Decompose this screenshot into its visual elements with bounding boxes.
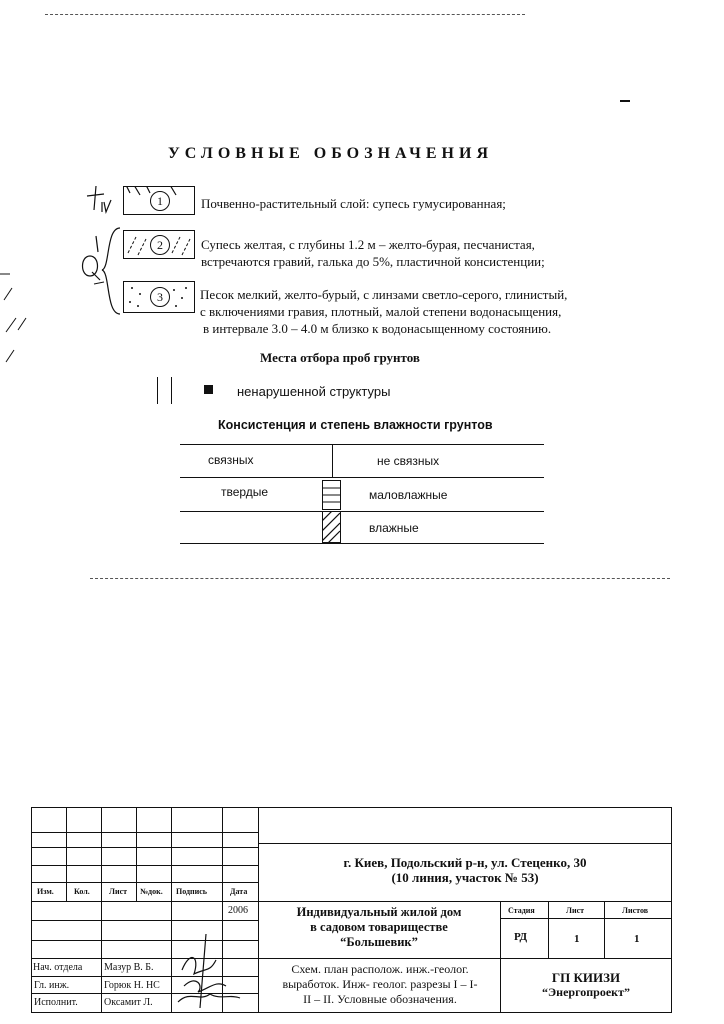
address-line-1: г. Киев, Подольский р-н, ул. Стеценко, 30 xyxy=(343,855,587,870)
sheets-value: 1 xyxy=(634,933,640,945)
stamp-project xyxy=(258,905,500,950)
table-header-divider xyxy=(332,444,333,478)
page-title: УСЛОВНЫЕ ОБОЗНАЧЕНИЯ xyxy=(168,145,493,162)
legend-3-text xyxy=(200,286,567,337)
stage-header: Стадия xyxy=(508,906,535,915)
stamp-row-8 xyxy=(31,958,672,959)
desc-line-3: II – II. Условные обозначения. xyxy=(303,992,457,1006)
address-line-2: (10 линия, участок № 53) xyxy=(391,870,539,885)
sheet-value: 1 xyxy=(574,933,580,945)
role-3: Исполнит. xyxy=(34,997,78,1008)
role-3-name: Оксамит Л. xyxy=(104,997,153,1008)
sample-bar-left xyxy=(157,377,158,404)
stamp-address xyxy=(258,855,672,885)
samples-item: ненарушенной структуры xyxy=(237,384,391,399)
legend-3-line-1: Песок мелкий, желто-бурый, с линзами светло-серого, глинистый, xyxy=(200,287,568,302)
role-2: Гл. инж. xyxy=(34,980,70,991)
legend-2-text xyxy=(201,236,545,270)
hdr-data: Дата xyxy=(230,887,248,896)
table-top-rule xyxy=(180,444,544,445)
legend-2-number: 2 xyxy=(150,235,170,255)
stage-header-rule xyxy=(500,918,672,919)
role-1: Нач. отдела xyxy=(33,962,83,973)
stamp-col-2 xyxy=(101,807,102,1013)
role-1-name: Мазур В. Б. xyxy=(104,962,154,973)
undisturbed-sample-icon xyxy=(204,385,213,394)
horizontal-hatch-icon xyxy=(323,481,340,509)
stamp-description xyxy=(258,962,502,1007)
row-moist: влажные xyxy=(369,521,419,535)
scan-top-dashes xyxy=(45,14,525,15)
legend-3-number: 3 xyxy=(150,287,170,307)
legend-3-line-2: с включениями гравия, плотный, малой степени водонасыщения, xyxy=(200,304,562,319)
project-line-3: “Большевик” xyxy=(340,935,418,949)
legend-3-symbol xyxy=(123,281,195,313)
row-low-moisture: маловлажные xyxy=(369,488,448,502)
dry-symbol xyxy=(322,480,341,510)
table-bottom-rule xyxy=(180,543,544,544)
diagonal-hatch-icon xyxy=(323,512,340,542)
hdr-kol: Кол. xyxy=(74,887,90,896)
sample-bar-right xyxy=(171,377,172,404)
legend-2-line-2: встречаются гравий, галька до 5%, пластичной консистенции; xyxy=(201,254,545,269)
legend-1-text xyxy=(201,195,506,212)
stamp-row-5 xyxy=(31,901,672,902)
project-line-2: в садовом товариществе xyxy=(310,920,448,934)
hdr-podpis: Подпись xyxy=(176,887,208,896)
hdr-izm: Изм. xyxy=(37,887,54,896)
legend-2-line-1: Супесь желтая, с глубины 1.2 м – желто-бурая, песчанистая, xyxy=(201,237,535,252)
stamp-organization xyxy=(500,970,672,1000)
role-2-name: Горюк Н. НС xyxy=(104,980,160,991)
signatures xyxy=(170,930,250,1012)
desc-line-1: Схем. план располож. инж.-геолог. xyxy=(291,962,469,976)
samples-heading: Места отбора проб грунтов xyxy=(260,350,420,365)
org-line-1: ГП КИИЗИ xyxy=(551,970,621,985)
stage-col-divider-1 xyxy=(548,901,549,958)
col-noncohesive: не связных xyxy=(377,454,440,468)
table-header-rule xyxy=(180,477,544,478)
moist-symbol xyxy=(322,511,341,543)
project-line-1: Индивидуальный жилой дом xyxy=(296,905,462,919)
sheets-header: Листов xyxy=(622,906,649,915)
col-cohesive: связных xyxy=(208,453,254,467)
stage-value: РД xyxy=(514,931,528,943)
desc-line-2: выработок. Инж- геолог. разрезы I – I- xyxy=(282,977,478,991)
scan-mark xyxy=(620,100,630,102)
table-mid-rule xyxy=(180,511,544,512)
stamp-col-1 xyxy=(66,807,67,901)
row-solid: твердые xyxy=(221,485,269,499)
legend-2-symbol xyxy=(123,230,195,259)
legend-1-number: 1 xyxy=(150,191,170,211)
handwritten-t-label xyxy=(84,180,124,216)
sheet-header: Лист xyxy=(566,906,585,915)
margin-marks xyxy=(0,270,40,380)
hdr-ndok: №док. xyxy=(140,887,163,896)
legend-1-line-1: Почвенно-растительный слой: супесь гумусированная; xyxy=(201,196,506,211)
stamp-address-rule xyxy=(258,843,672,844)
handwritten-q-bracket xyxy=(74,222,124,318)
stage-col-divider-2 xyxy=(604,901,605,958)
scan-mid-dashes xyxy=(90,578,670,579)
stamp-year: 2006 xyxy=(228,905,248,916)
hdr-list: Лист xyxy=(109,887,128,896)
legend-3-line-3: в интервале 3.0 – 4.0 м близко к водонасыщенному состоянию. xyxy=(203,321,552,336)
stamp-col-3 xyxy=(136,807,137,901)
consistency-heading: Консистенция и степень влажности грунтов xyxy=(218,418,493,432)
legend-1-symbol xyxy=(123,186,195,215)
stamp-row-6 xyxy=(31,920,258,921)
org-line-2: “Энергопроект” xyxy=(542,985,630,999)
